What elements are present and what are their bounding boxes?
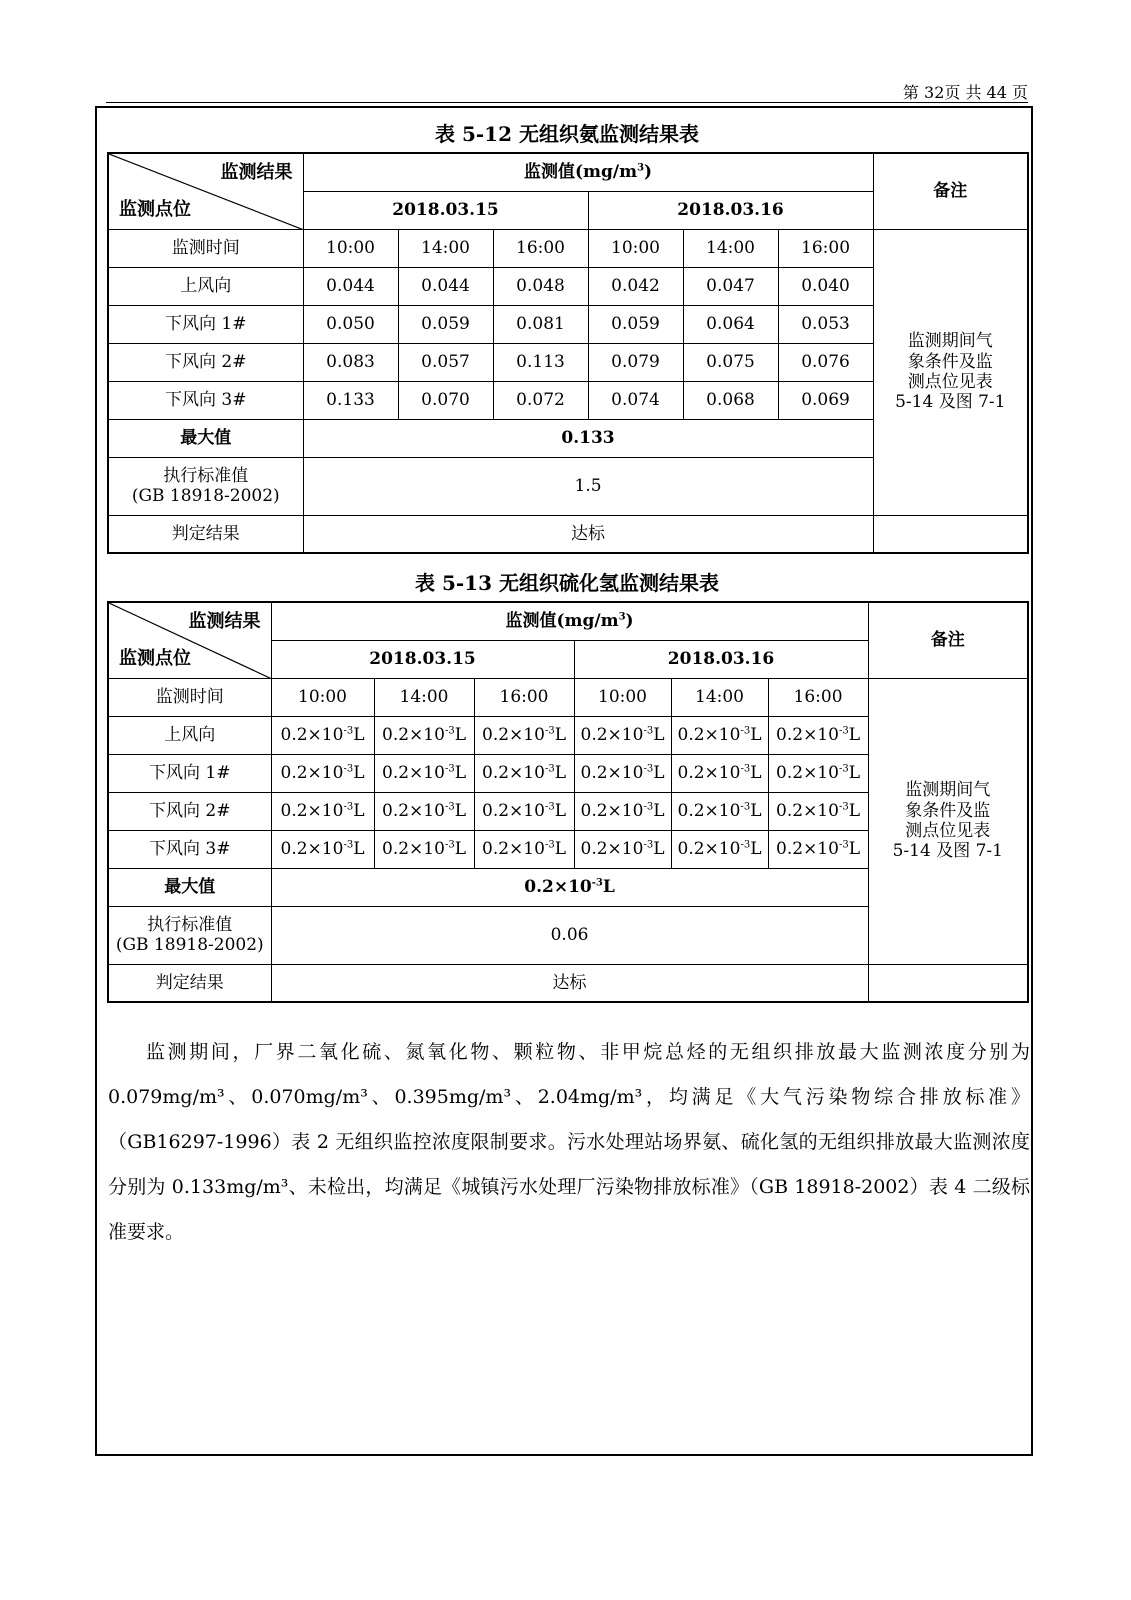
time-cell: 14:00 <box>683 229 778 267</box>
value-cell: $0.2\times 10^{-3}L$ <box>768 754 868 792</box>
value-cell: $0.2\times 10^{-3}L$ <box>574 792 671 830</box>
row-label: 下风向 2# <box>108 792 271 830</box>
time-cell: 16:00 <box>778 229 873 267</box>
date-header: 2018.03.16 <box>574 640 868 678</box>
row-label: 上风向 <box>108 716 271 754</box>
max-label: 最大值 <box>108 868 271 906</box>
table-row: 下风向 1# 0.050 0.059 0.081 0.059 0.064 0.053 <box>108 305 1028 343</box>
time-cell: 10:00 <box>271 678 374 716</box>
value-header: 监测值$(mg/m^3)$ <box>303 153 873 191</box>
standard-label: 执行标准值 (GB 18918-2002) <box>108 906 271 964</box>
table2-corner-header <box>108 602 271 678</box>
summary-paragraph <box>108 1030 1030 1255</box>
time-cell: 16:00 <box>493 229 588 267</box>
row-label: 下风向 2# <box>108 343 303 381</box>
time-cell: 16:00 <box>474 678 574 716</box>
value-cell: $0.2\times 10^{-3}L$ <box>768 792 868 830</box>
date-header: 2018.03.15 <box>303 191 588 229</box>
row-label: 下风向 1# <box>108 754 271 792</box>
row-label: 下风向 1# <box>108 305 303 343</box>
corner-top-label: 监测结果 <box>188 611 261 632</box>
ammonia-table <box>107 152 1029 554</box>
h2s-table <box>107 601 1029 1003</box>
value-cell: $0.2\times 10^{-3}L$ <box>271 830 374 868</box>
corner-top-label: 监测结果 <box>220 162 293 183</box>
standard-value: 0.06 <box>271 906 868 964</box>
value-cell: $0.2\times 10^{-3}L$ <box>474 830 574 868</box>
value-cell: $0.2\times 10^{-3}L$ <box>671 716 768 754</box>
date-header: 2018.03.16 <box>588 191 873 229</box>
value-cell: $0.2\times 10^{-3}L$ <box>374 754 474 792</box>
value-cell: $0.2\times 10^{-3}L$ <box>474 754 574 792</box>
value-cell: $0.2\times 10^{-3}L$ <box>474 792 574 830</box>
result-label: 判定结果 <box>108 964 271 1002</box>
value-cell: $0.2\times 10^{-3}L$ <box>574 716 671 754</box>
table1-corner-header <box>108 153 303 229</box>
value-cell: $0.2\times 10^{-3}L$ <box>574 754 671 792</box>
result-value: 达标 <box>303 515 873 553</box>
value-cell: $0.2\times 10^{-3}L$ <box>768 830 868 868</box>
time-label: 监测时间 <box>108 229 303 267</box>
time-cell: 10:00 <box>303 229 398 267</box>
time-cell: 10:00 <box>574 678 671 716</box>
value-cell: $0.2\times 10^{-3}L$ <box>474 716 574 754</box>
value-cell: $0.2\times 10^{-3}L$ <box>671 754 768 792</box>
remark-note: 监测期间气 象条件及监 测点位见表 5-14 及图 7-1 <box>873 229 1028 515</box>
value-cell: $0.2\times 10^{-3}L$ <box>271 716 374 754</box>
value-cell: $0.2\times 10^{-3}L$ <box>271 754 374 792</box>
table-row: 下风向 3# 0.133 0.070 0.072 0.074 0.068 0.069 <box>108 381 1028 419</box>
row-label: 下风向 3# <box>108 830 271 868</box>
time-cell: 16:00 <box>768 678 868 716</box>
max-value: $0.2\times 10^{-3}L$ <box>271 868 868 906</box>
time-label: 监测时间 <box>108 678 271 716</box>
value-cell: $0.2\times 10^{-3}L$ <box>374 792 474 830</box>
value-cell: $0.2\times 10^{-3}L$ <box>768 716 868 754</box>
time-cell: 14:00 <box>374 678 474 716</box>
remark-header: 备注 <box>873 153 1028 229</box>
remark-note: 监测期间气 象条件及监 测点位见表 5-14 及图 7-1 <box>868 678 1028 964</box>
value-cell: $0.2\times 10^{-3}L$ <box>374 830 474 868</box>
remark-header: 备注 <box>868 602 1028 678</box>
value-cell: $0.2\times 10^{-3}L$ <box>574 830 671 868</box>
date-header: 2018.03.15 <box>271 640 574 678</box>
value-cell: $0.2\times 10^{-3}L$ <box>671 792 768 830</box>
page-header <box>106 78 1028 103</box>
corner-bottom-label: 监测点位 <box>119 198 191 220</box>
max-label: 最大值 <box>108 419 303 457</box>
value-cell: $0.2\times 10^{-3}L$ <box>671 830 768 868</box>
value-header: 监测值$(mg/m^3)$ <box>271 602 868 640</box>
row-label: 上风向 <box>108 267 303 305</box>
result-value: 达标 <box>271 964 868 1002</box>
time-cell: 10:00 <box>588 229 683 267</box>
page-number: 第 32页 共 44 页 <box>902 83 1028 102</box>
value-cell: $0.2\times 10^{-3}L$ <box>374 716 474 754</box>
corner-bottom-label: 监测点位 <box>119 647 191 669</box>
table2-title: 表 5-13 无组织硫化氢监测结果表 <box>415 571 719 595</box>
value-cell: $0.2\times 10^{-3}L$ <box>271 792 374 830</box>
max-value: 0.133 <box>303 419 873 457</box>
time-cell: 14:00 <box>671 678 768 716</box>
standard-label: 执行标准值 (GB 18918-2002) <box>108 457 303 515</box>
table1-title: 表 5-12 无组织氨监测结果表 <box>435 122 699 146</box>
result-label: 判定结果 <box>108 515 303 553</box>
empty-cell <box>873 515 1028 553</box>
empty-cell <box>868 964 1028 1002</box>
row-label: 下风向 3# <box>108 381 303 419</box>
paragraph-text: 监测期间，厂界二氧化硫、氮氧化物、颗粒物、非甲烷总烃的无组织排放最大监测浓度分别为 0.079mg/m³、0.070mg/m³、0.395mg/m³、2.04mg/m³，均满足《大气污染物综合排放标准》（GB16297-1996）表 2 无组织监控浓度限制要求。污水处理站场界氨、硫化氢的无组织排放最大监测浓度分别为 0.133mg/m³、未检出，均满足《城镇污水处理厂污染物排放标准》（GB 18918-2002）表 4 二级标准要求。 <box>108 1041 1030 1243</box>
time-cell: 14:00 <box>398 229 493 267</box>
table-row: 上风向 0.044 0.044 0.048 0.042 0.047 0.040 <box>108 267 1028 305</box>
standard-value: 1.5 <box>303 457 873 515</box>
table-row: 下风向 2# 0.083 0.057 0.113 0.079 0.075 0.076 <box>108 343 1028 381</box>
